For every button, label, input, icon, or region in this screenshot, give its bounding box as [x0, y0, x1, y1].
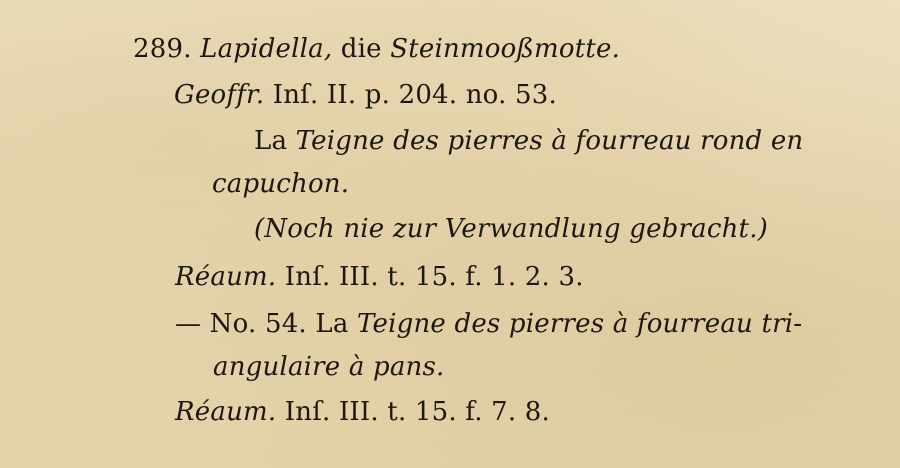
reaumur-number-line	[175, 311, 802, 337]
reference-citation: Inſ. III. t. 15. f. 7. 8.	[284, 397, 550, 427]
metamorphosis-note: (Noch nie zur Verwandlung gebracht.)	[254, 214, 768, 244]
reference-author: Réaum.	[175, 397, 277, 427]
french-description-line	[254, 128, 803, 154]
entry-number: 289.	[133, 34, 192, 64]
french-article: La	[315, 309, 349, 339]
reaumur-reference-line-1	[175, 264, 584, 290]
reference-number: No. 54.	[209, 309, 307, 339]
reference-citation: Inſ. III. t. 15. f. 1. 2. 3.	[284, 262, 584, 292]
geoffroy-reference-line	[174, 82, 557, 108]
french-description-continued: capuchon.	[212, 169, 350, 199]
ditto-dash: —	[175, 309, 202, 339]
species-name: Lapidella,	[200, 34, 333, 64]
reaumur-reference-line-2	[175, 399, 550, 425]
label-die: die	[340, 34, 382, 64]
german-common-name: Steinmooßmotte.	[390, 34, 621, 64]
french-description-text: Teigne des pierres à fourreau tri-	[357, 309, 803, 339]
entry-heading-line	[133, 36, 620, 62]
french-article: La	[254, 126, 288, 156]
reference-author: Geoffr.	[174, 80, 265, 110]
french-description-continued-2: angulaire à pans.	[213, 352, 445, 382]
reference-citation: Inſ. II. p. 204. no. 53.	[272, 80, 557, 110]
reference-author: Réaum.	[175, 262, 277, 292]
french-description-text: Teigne des pierres à fourreau rond en	[295, 126, 804, 156]
